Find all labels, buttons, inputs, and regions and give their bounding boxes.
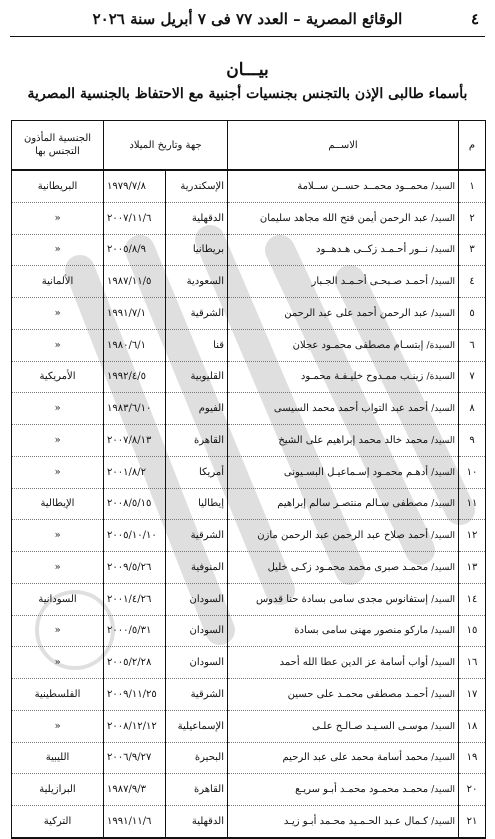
table-header-row: [12, 121, 486, 171]
birth-date: ٢٠٠٥/٢/٢٨: [104, 647, 166, 679]
table-row: [12, 234, 486, 266]
applicant-name: محمد أسامة محمد على عبد الرحيم: [282, 752, 429, 764]
table-row: [12, 170, 486, 202]
birth-place: الإسماعيلية: [166, 710, 228, 742]
birth-place: بريطانيا: [166, 234, 228, 266]
birth-date: ١٩٧٩/٧/٨: [104, 170, 166, 202]
nationality: «: [12, 552, 104, 584]
honorific: السيد/: [431, 594, 455, 605]
applicant-name-cell: [228, 583, 459, 615]
applicant-name-cell: [228, 456, 459, 488]
table-row: [12, 456, 486, 488]
applicant-name: مصطفى سـالم منتصـر سالم إبراهيم: [277, 498, 429, 510]
table-row: [12, 266, 486, 298]
applicant-name: محمـد صبرى محمد محمـود زكـى خليل: [267, 561, 429, 573]
page-header: [10, 6, 485, 36]
row-number: ١١: [459, 488, 486, 520]
birth-date: ١٩٨٧/١١/٥: [104, 266, 166, 298]
nationality: «: [12, 234, 104, 266]
nationality: «: [12, 710, 104, 742]
applicant-name: أحمـد صـبحـى أحـمـد الجـبار: [311, 276, 429, 288]
applicant-name: ماركو منصور مهنى سامى بسادة: [294, 625, 429, 637]
applicant-name-cell: [228, 298, 459, 330]
applicant-name: إستفانوس مجدى سامى بسادة حنا قدوس: [255, 593, 429, 605]
applicant-name: محمد خالد محمد إبراهيم على الشيخ: [278, 434, 429, 446]
honorific: السيد/: [431, 658, 455, 669]
publication-title: الوقائع المصرية – العدد ٧٧ فى ٧ أبريل سنة ٢٠٢٦: [92, 10, 403, 28]
honorific: السيد/: [431, 181, 455, 192]
nationality: «: [12, 202, 104, 234]
honorific: السيد/: [431, 626, 455, 637]
birth-date: ١٩٩١/١١/٦: [104, 806, 166, 838]
table-body: [12, 170, 486, 838]
nationality: «: [12, 393, 104, 425]
birth-place: الدقهلية: [166, 202, 228, 234]
nationality: الأمريكية: [12, 361, 104, 393]
column-header-name: الاســم: [228, 121, 459, 171]
applicant-name: عبد الرحمن أيمن فتح الله مجاهد سليمان: [259, 212, 429, 224]
birth-place: القليوبية: [166, 361, 228, 393]
honorific: السيد/: [431, 721, 455, 732]
document-title: بيـــان: [226, 60, 269, 80]
honorific: السيد/: [431, 499, 455, 510]
row-number: ١٩: [459, 742, 486, 774]
nationality: «: [12, 298, 104, 330]
applicant-name-cell: [228, 361, 459, 393]
page-number: ٤: [470, 10, 479, 28]
row-number: ٧: [459, 361, 486, 393]
row-number: ٢٠: [459, 774, 486, 806]
birth-date: ٢٠٠٩/١١/٢٥: [104, 679, 166, 711]
birth-place: أمريكا: [166, 456, 228, 488]
honorific: السيد/: [431, 816, 455, 827]
applicants-table: [11, 120, 486, 839]
document-subtitle: بأسماء طالبى الإذن بالتجنس بجنسيات أجنبية مع الاحتفاظ بالجنسية المصرية: [27, 86, 468, 102]
applicant-name-cell: [228, 329, 459, 361]
row-number: ١٥: [459, 615, 486, 647]
birth-place: السودان: [166, 647, 228, 679]
table-row: [12, 329, 486, 361]
table-row: [12, 520, 486, 552]
applicant-name-cell: [228, 615, 459, 647]
applicant-name-cell: [228, 710, 459, 742]
row-number: ٣: [459, 234, 486, 266]
row-number: ٤: [459, 266, 486, 298]
row-number: ٢١: [459, 806, 486, 838]
applicant-name: أحمد صلاح عبد الرحمن عبد الرحمن مازن: [257, 530, 429, 542]
table-row: [12, 742, 486, 774]
birth-date: ٢٠٠١/٨/٢: [104, 456, 166, 488]
applicant-name-cell: [228, 393, 459, 425]
row-number: ١٣: [459, 552, 486, 584]
birth-date: ١٩٨٧/٩/٣: [104, 774, 166, 806]
row-number: ١٦: [459, 647, 486, 679]
nationality: «: [12, 615, 104, 647]
honorific: السيد/: [431, 531, 455, 542]
table-row: [12, 425, 486, 457]
nationality: الألمانية: [12, 266, 104, 298]
row-number: ١٤: [459, 583, 486, 615]
applicant-name-cell: [228, 202, 459, 234]
honorific: السيد/: [431, 689, 455, 700]
birth-date: ٢٠٠٨/١٢/١٢: [104, 710, 166, 742]
birth-date: ٢٠٠١/٤/٢٦: [104, 583, 166, 615]
nationality: السودانية: [12, 583, 104, 615]
applicant-name-cell: [228, 679, 459, 711]
column-header-birth: جهة وتاريخ الميلاد: [104, 121, 228, 171]
applicant-name: أحمد عبد التواب أحمد محمد السيسى: [273, 403, 429, 415]
table-row: [12, 298, 486, 330]
birth-place: البحيرة: [166, 742, 228, 774]
applicant-name-cell: [228, 425, 459, 457]
table-row: [12, 583, 486, 615]
birth-date: ٢٠٠٠/٥/٣١: [104, 615, 166, 647]
table-row: [12, 806, 486, 838]
applicant-name-cell: [228, 266, 459, 298]
table-row: [12, 710, 486, 742]
table-row: [12, 774, 486, 806]
applicant-name-cell: [228, 520, 459, 552]
applicant-name-cell: [228, 170, 459, 202]
table-row: [12, 615, 486, 647]
nationality: الفلسطينية: [12, 679, 104, 711]
applicant-name-cell: [228, 774, 459, 806]
birth-place: السودان: [166, 615, 228, 647]
birth-date: ٢٠٠٥/١٠/١٠: [104, 520, 166, 552]
row-number: ٩: [459, 425, 486, 457]
table-row: [12, 647, 486, 679]
table-row: [12, 361, 486, 393]
applicant-name-cell: [228, 234, 459, 266]
applicant-name: نــور أحـمـد زكــى هـدهــود: [316, 244, 429, 256]
row-number: ١: [459, 170, 486, 202]
birth-place: المنوفية: [166, 552, 228, 584]
nationality: البرازيلية: [12, 774, 104, 806]
birth-date: ٢٠٠٧/٨/١٣: [104, 425, 166, 457]
applicant-name: أدهـم محمـود إسـماعيـل البسـيونى: [283, 466, 429, 478]
nationality: «: [12, 520, 104, 552]
row-number: ٦: [459, 329, 486, 361]
applicant-name: محمـد محمـود محمـد أبـو سريـع: [295, 784, 429, 796]
birth-place: السعودية: [166, 266, 228, 298]
birth-place: الشرقية: [166, 298, 228, 330]
table-row: [12, 552, 486, 584]
applicant-name: عبد الرحمن أحمد على عبد الرحمن: [284, 307, 429, 319]
honorific: السيد/: [431, 277, 455, 288]
row-number: ٨: [459, 393, 486, 425]
nationality: البريطانية: [12, 170, 104, 202]
row-number: ١٢: [459, 520, 486, 552]
birth-place: إيطاليا: [166, 488, 228, 520]
row-number: ٢: [459, 202, 486, 234]
applicant-name: زينـب ممـدوح خليـفـة محمـود: [300, 371, 424, 383]
birth-place: الإسكندرية: [166, 170, 228, 202]
table-row: [12, 679, 486, 711]
applicant-name: كـمال عـبد الحـمـيد محـمد أبـو زيـد: [283, 815, 429, 827]
nationality: «: [12, 425, 104, 457]
birth-place: الفيوم: [166, 393, 228, 425]
column-header-nationality: الجنسية المأذون التجنس بها: [12, 121, 104, 171]
applicant-name: محمــود محمــد حســن ســلامة: [297, 180, 429, 192]
column-header-number: م: [459, 121, 486, 171]
honorific: السيد/: [431, 753, 455, 764]
birth-date: ٢٠٠٧/١١/٦: [104, 202, 166, 234]
birth-date: ١٩٨٠/٦/١: [104, 329, 166, 361]
applicant-name-cell: [228, 488, 459, 520]
table-row: [12, 202, 486, 234]
birth-date: ٢٠٠٩/٥/٢٦: [104, 552, 166, 584]
applicant-name-cell: [228, 806, 459, 838]
table-row: [12, 393, 486, 425]
row-number: ١٧: [459, 679, 486, 711]
applicant-name: أحمـد مصطفى محمـد على حسين: [287, 688, 429, 700]
applicant-name: موسـى السـيـد صـالـح علـى: [312, 720, 429, 732]
row-number: ١٨: [459, 710, 486, 742]
nationality: «: [12, 329, 104, 361]
birth-place: الشرقية: [166, 520, 228, 552]
table-row: [12, 488, 486, 520]
honorific: السيد/: [431, 785, 455, 796]
honorific: السيد/: [431, 213, 455, 224]
birth-date: ٢٠٠٦/٩/٢٧: [104, 742, 166, 774]
birth-place: القاهرة: [166, 425, 228, 457]
birth-date: ٢٠٠٨/٥/١٥: [104, 488, 166, 520]
nationality: «: [12, 456, 104, 488]
honorific: السيد/: [431, 467, 455, 478]
applicant-name-cell: [228, 647, 459, 679]
row-number: ١٠: [459, 456, 486, 488]
honorific: السيد/: [431, 308, 455, 319]
honorific: السيدة/: [426, 340, 455, 351]
honorific: السيد/: [431, 435, 455, 446]
honorific: السيد/: [431, 404, 455, 415]
birth-place: السودان: [166, 583, 228, 615]
honorific: السيدة/: [426, 372, 455, 383]
birth-date: ٢٠٠٥/٨/٩: [104, 234, 166, 266]
nationality: الليبية: [12, 742, 104, 774]
header-rule: [10, 36, 485, 37]
birth-place: القاهرة: [166, 774, 228, 806]
birth-place: قنا: [166, 329, 228, 361]
birth-date: ١٩٩١/٧/١: [104, 298, 166, 330]
birth-date: ١٩٩٢/٤/٥: [104, 361, 166, 393]
birth-date: ١٩٨٣/٦/١٠: [104, 393, 166, 425]
row-number: ٥: [459, 298, 486, 330]
nationality: الإيطالية: [12, 488, 104, 520]
applicant-name: أواب أسامة عز الدين عطا الله أحمد: [279, 657, 429, 669]
nationality: التركية: [12, 806, 104, 838]
birth-place: الشرقية: [166, 679, 228, 711]
applicant-name: إبتسـام مصطفى محمـود عجلان: [292, 339, 424, 351]
honorific: السيد/: [431, 245, 455, 256]
nationality: «: [12, 647, 104, 679]
applicant-name-cell: [228, 742, 459, 774]
honorific: السيد/: [431, 562, 455, 573]
applicant-name-cell: [228, 552, 459, 584]
birth-place: الدقهلية: [166, 806, 228, 838]
